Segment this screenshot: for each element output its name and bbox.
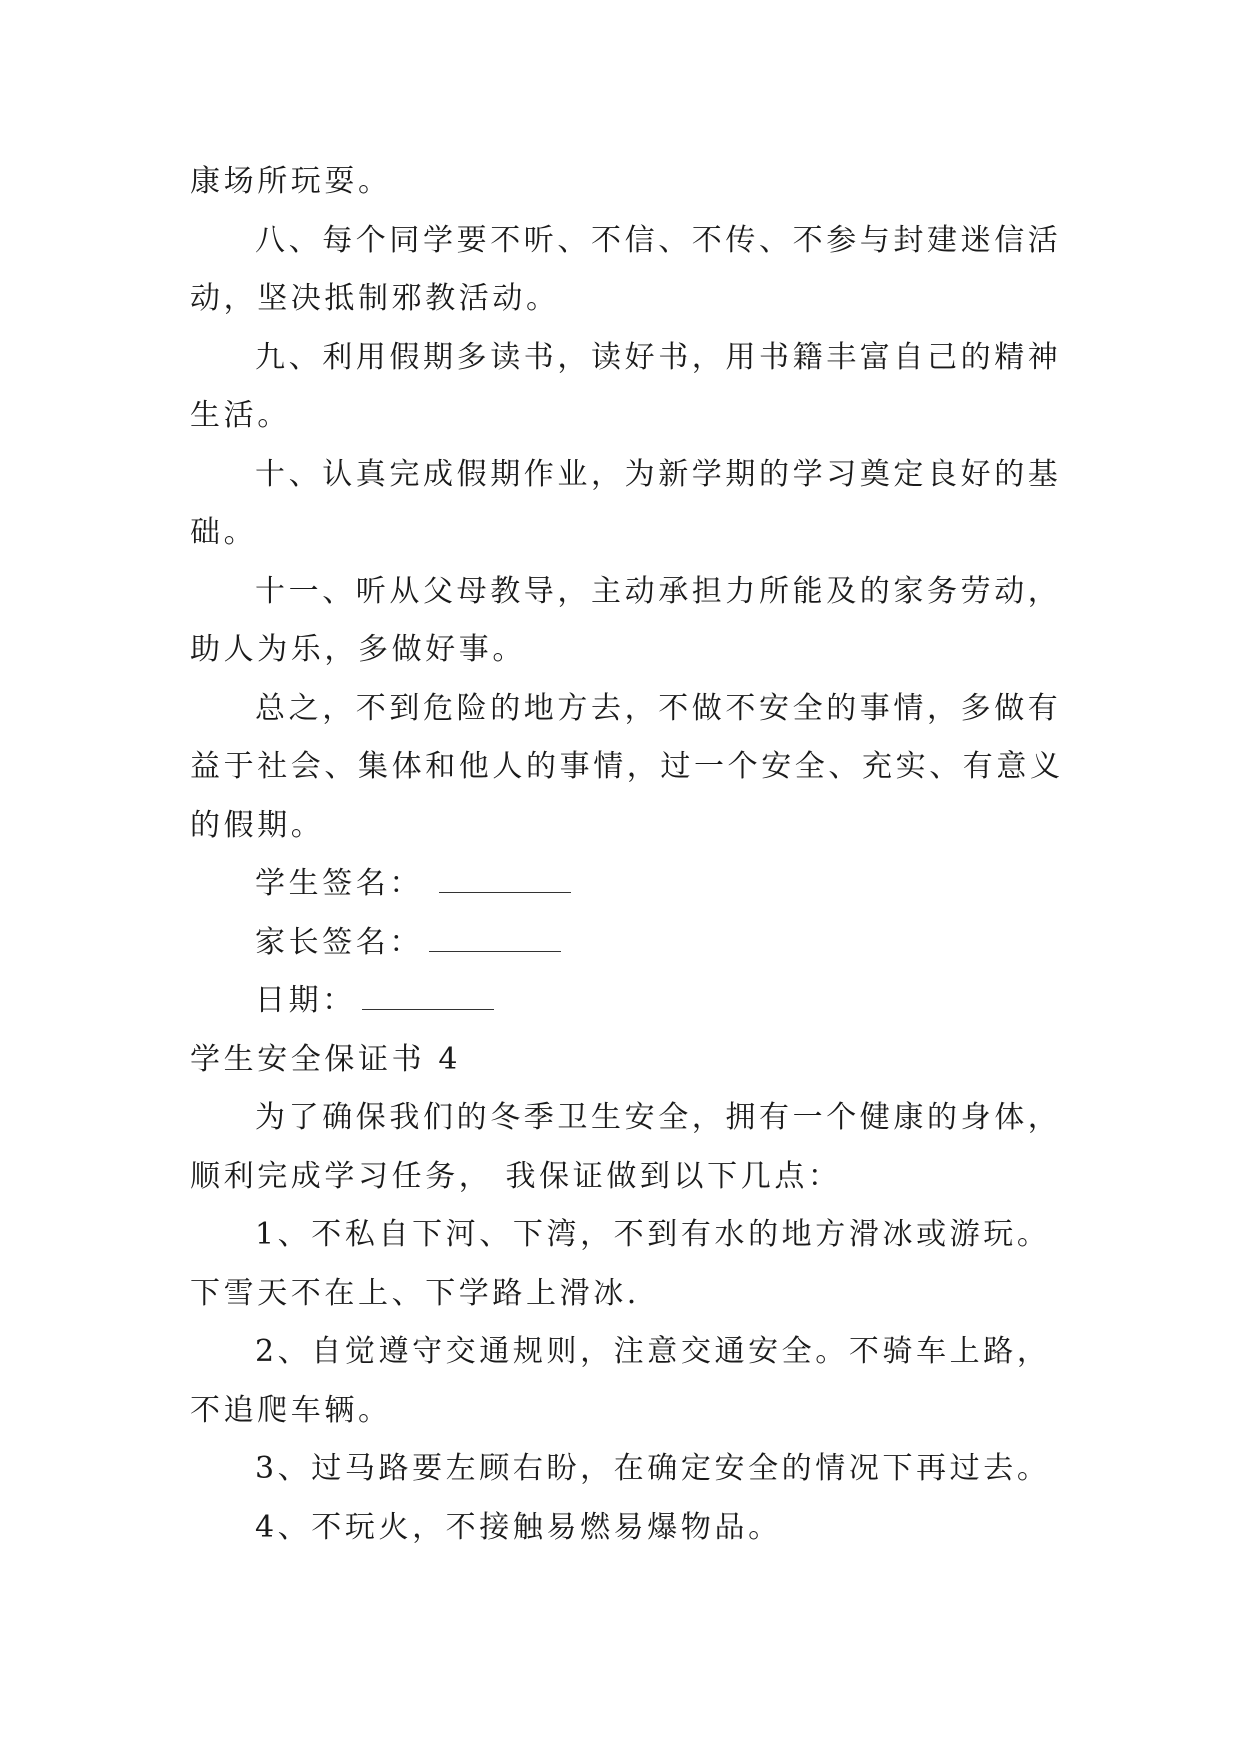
date-signature [255,981,494,1021]
paragraph-line: 八、每个同学要不听、不信、不传、不参与封建迷信活 [255,223,1062,258]
paragraph-line: 生活。 [190,398,291,433]
paragraph-line: 总之，不到危险的地方去，不做不安全的事情，多做有 [255,691,1062,726]
paragraph-line: 2、自觉遵守交通规则，注意交通安全。不骑车上路， [255,1334,1051,1369]
student-signature-blank[interactable] [439,864,571,893]
paragraph-line: 顺利完成学习任务， 我保证做到以下几点： [190,1159,842,1194]
date-blank[interactable] [362,981,494,1010]
section-title: 学生安全保证书 4 [190,1042,462,1077]
paragraph-line: 十、认真完成假期作业，为新学期的学习奠定良好的基 [255,457,1062,492]
paragraph-line: 康场所玩耍。 [190,164,392,199]
paragraph-line: 九、利用假期多读书，读好书，用书籍丰富自己的精神 [255,340,1062,375]
paragraph-line: 益于社会、集体和他人的事情，过一个安全、充实、有意义 [190,749,1064,784]
paragraph-line: 1、不私自下河、下湾，不到有水的地方滑冰或游玩。 [255,1217,1051,1252]
paragraph-line: 助人为乐，多做好事。 [190,632,526,667]
paragraph-line: 3、过马路要左顾右盼，在确定安全的情况下再过去。 [255,1451,1051,1486]
paragraph-line: 下雪天不在上、下学路上滑冰. [190,1276,640,1311]
date-label: 日期： [255,983,356,1018]
parent-signature-blank[interactable] [429,923,561,952]
parent-signature-label: 家长签名： [255,925,423,960]
paragraph-line: 动，坚决抵制邪教活动。 [190,281,560,316]
paragraph-line: 的假期。 [190,808,325,843]
paragraph-line: 不追爬车辆。 [190,1393,392,1428]
student-signature [255,864,571,904]
student-signature-label: 学生签名： [255,866,423,901]
paragraph-line: 础。 [190,515,258,550]
paragraph-line: 十一、听从父母教导，主动承担力所能及的家务劳动， [255,574,1062,609]
paragraph-line: 4、不玩火，不接触易燃易爆物品。 [255,1510,782,1545]
parent-signature [255,923,561,963]
paragraph-line: 为了确保我们的冬季卫生安全，拥有一个健康的身体， [255,1100,1062,1135]
